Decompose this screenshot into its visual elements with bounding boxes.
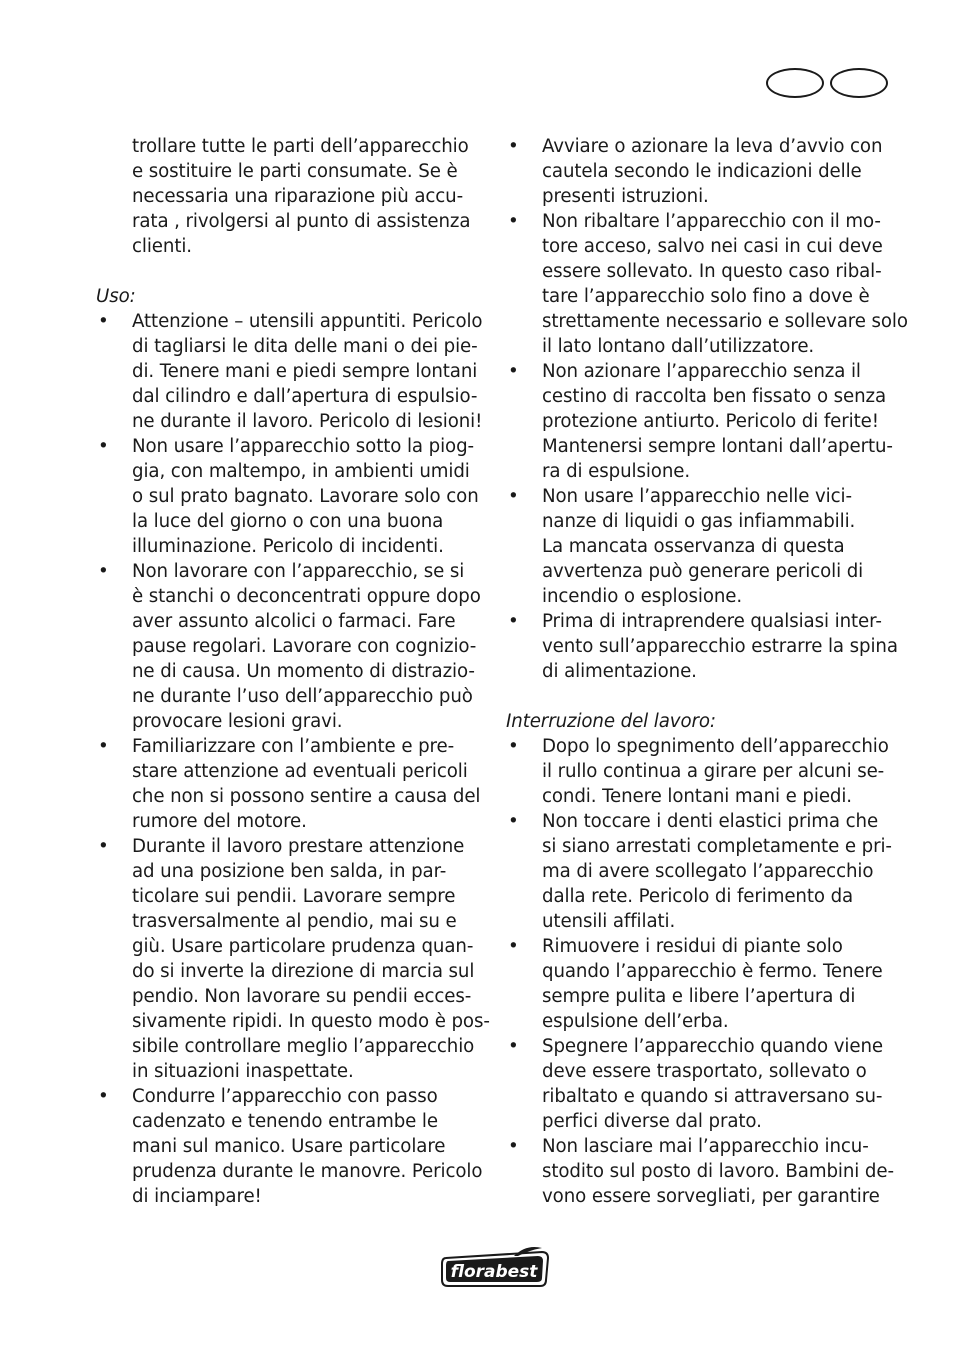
bullet-icon: • — [98, 311, 109, 332]
bullet-icon: • — [508, 361, 519, 382]
text-line: tare l’apparecchio solo fino a dove è — [542, 286, 870, 307]
bullet-icon: • — [508, 486, 519, 507]
list-item — [96, 1084, 488, 1209]
text-line: do si inverte la direzione di marcia sul — [132, 961, 475, 982]
text-line: Durante il lavoro prestare attenzione — [132, 836, 465, 857]
text-line: di. Tenere mani e piedi sempre lontani — [132, 361, 478, 382]
text-line: Rimuovere i residui di piante solo — [542, 936, 843, 957]
text-line: il lato lontano dall’utilizzatore. — [542, 336, 815, 357]
text-line: trollare tutte le parti dell’apparecchio — [132, 136, 469, 157]
text-line: espulsione dell’erba. — [542, 1011, 729, 1032]
bullet-list-interruzione — [506, 734, 898, 1209]
left-column — [96, 134, 488, 1209]
text-line: Non lasciare mai l’apparecchio incu- — [542, 1136, 869, 1157]
text-line: Spegnere l’apparecchio quando viene — [542, 1036, 883, 1057]
bullet-icon: • — [98, 436, 109, 457]
list-item — [506, 809, 898, 934]
bullet-icon: • — [98, 836, 109, 857]
text-line: Dopo lo spegnimento dell’apparecchio — [542, 736, 889, 757]
text-line: cestino di raccolta ben fissato o senza — [542, 386, 887, 407]
bullet-list-safety — [506, 134, 908, 684]
bullet-icon: • — [98, 561, 109, 582]
text-line: è stanchi o deconcentrati oppure dopo — [132, 586, 481, 607]
text-line: vento sull’apparecchio estrarre la spina — [542, 636, 898, 657]
list-item — [506, 484, 898, 609]
text-line: il rullo continua a girare per alcuni se- — [542, 761, 885, 782]
list-item — [96, 309, 488, 434]
list-item — [506, 734, 898, 809]
text-line: incendio o esplosione. — [542, 586, 743, 607]
text-line: Non lavorare con l’apparecchio, se si — [132, 561, 465, 582]
text-line: provocare lesioni gravi. — [132, 711, 343, 732]
text-line: di alimentazione. — [542, 661, 697, 682]
language-oval-2 — [830, 68, 888, 98]
text-line: quando l’apparecchio è fermo. Tenere — [542, 961, 883, 982]
text-line: essere sollevato. In questo caso ribal- — [542, 261, 882, 282]
bullet-icon: • — [98, 1086, 109, 1107]
text-line: in situazioni inaspettate. — [132, 1061, 354, 1082]
list-item — [506, 134, 898, 209]
text-line: pendio. Non lavorare su pendii ecces- — [132, 986, 472, 1007]
bullet-icon: • — [508, 736, 519, 757]
text-line: tore acceso, salvo nei casi in cui deve — [542, 236, 883, 257]
list-item — [96, 434, 488, 559]
text-line: stodito sul posto di lavoro. Bambini de- — [542, 1161, 894, 1182]
text-line: giù. Usare particolare prudenza quan- — [132, 936, 474, 957]
text-line: Non ribaltare l’apparecchio con il mo- — [542, 211, 881, 232]
text-line: strettamente necessario e sollevare solo — [542, 311, 908, 332]
list-item — [96, 734, 488, 834]
text-line: clienti. — [132, 236, 192, 257]
bullet-icon: • — [508, 136, 519, 157]
text-line: si siano arrestati completamente e pri- — [542, 836, 892, 857]
text-line: ad una posizione ben salda, in par- — [132, 861, 447, 882]
text-line: presenti istruzioni. — [542, 186, 709, 207]
text-line: Attenzione – utensili appuntiti. Pericolo — [132, 311, 483, 332]
intro-paragraph — [132, 134, 488, 259]
bullet-list-uso — [96, 309, 488, 1209]
text-line: Avviare o azionare la leva d’avvio con — [542, 136, 883, 157]
text-line: utensili affilati. — [542, 911, 676, 932]
text-line: rata , rivolgersi al punto di assistenza — [132, 211, 471, 232]
text-line: ma di avere scollegato l’apparecchio — [542, 861, 874, 882]
text-line: ribaltato e quando si attraversano su- — [542, 1086, 883, 1107]
text-line: Non toccare i denti elastici prima che — [542, 811, 879, 832]
text-line: vono essere sorvegliati, per garantire — [542, 1186, 880, 1207]
list-item — [506, 1134, 898, 1209]
text-line: ne di causa. Un momento di distrazio- — [132, 661, 475, 682]
bullet-icon: • — [508, 936, 519, 957]
bullet-icon: • — [98, 736, 109, 757]
list-item — [506, 609, 898, 684]
language-oval-1 — [766, 68, 824, 98]
right-column — [506, 134, 908, 1209]
text-line: perfici diverse dal prato. — [542, 1111, 762, 1132]
text-line: stare attenzione ad eventuali pericoli — [132, 761, 468, 782]
list-item — [96, 559, 488, 734]
florabest-logo — [438, 1244, 552, 1290]
text-line: trasversalmente al pendio, mai su e — [132, 911, 457, 932]
list-item — [506, 359, 898, 484]
text-line: Non azionare l’apparecchio senza il — [542, 361, 861, 382]
text-line: che non si possono sentire a causa del — [132, 786, 481, 807]
text-line: e sostituire le parti consumate. Se è — [132, 161, 458, 182]
text-line: La mancata osservanza di questa — [542, 536, 845, 557]
text-line: cautela secondo le indicazioni delle — [542, 161, 862, 182]
text-line: sivamente ripidi. In questo modo è pos- — [132, 1011, 490, 1032]
text-line: Mantenersi sempre lontani dall’apertu- — [542, 436, 893, 457]
section-heading-interruzione: Interruzione del lavoro: — [506, 711, 716, 732]
logo-wordmark: florabest — [450, 1262, 538, 1282]
text-line: aver assunto alcolici o farmaci. Fare — [132, 611, 456, 632]
bullet-icon: • — [508, 611, 519, 632]
text-line: sempre pulita e libere l’apertura di — [542, 986, 856, 1007]
text-line: Condurre l’apparecchio con passo — [132, 1086, 438, 1107]
list-item — [506, 209, 908, 359]
text-line: necessaria una riparazione più accu- — [132, 186, 464, 207]
text-line: dal cilindro e dall’apertura di espulsio- — [132, 386, 478, 407]
text-line: illuminazione. Pericolo di incidenti. — [132, 536, 444, 557]
text-line: ticolare sui pendii. Lavorare sempre — [132, 886, 456, 907]
text-line: di inciampare! — [132, 1186, 262, 1207]
bullet-icon: • — [508, 211, 519, 232]
text-line: Non usare l’apparecchio sotto la piog- — [132, 436, 474, 457]
text-line: o sul prato bagnato. Lavorare solo con — [132, 486, 479, 507]
text-line: rumore del motore. — [132, 811, 307, 832]
text-line: ra di espulsione. — [542, 461, 691, 482]
text-line: deve essere trasportato, sollevato o — [542, 1061, 867, 1082]
text-line: Non usare l’apparecchio nelle vici- — [542, 486, 852, 507]
text-line: gia, con maltempo, in ambienti umidi — [132, 461, 470, 482]
bullet-icon: • — [508, 811, 519, 832]
text-line: condi. Tenere lontani mani e piedi. — [542, 786, 852, 807]
text-line: sibile controllare meglio l’apparecchio — [132, 1036, 475, 1057]
text-line: prudenza durante le manovre. Pericolo — [132, 1161, 483, 1182]
text-line: ne durante il lavoro. Pericolo di lesioni! — [132, 411, 483, 432]
text-line: mani sul manico. Usare particolare — [132, 1136, 446, 1157]
text-line: la luce del giorno o con una buona — [132, 511, 444, 532]
text-line: pause regolari. Lavorare con cognizio- — [132, 636, 477, 657]
text-line: nanze di liquidi o gas infiammabili. — [542, 511, 856, 532]
text-line: Familiarizzare con l’ambiente e pre- — [132, 736, 455, 757]
list-item — [506, 1034, 898, 1134]
list-item — [96, 834, 488, 1084]
text-line: protezione antiurto. Pericolo di ferite! — [542, 411, 879, 432]
bullet-icon: • — [508, 1036, 519, 1057]
bullet-icon: • — [508, 1136, 519, 1157]
text-line: di tagliarsi le dita delle mani o dei pie- — [132, 336, 478, 357]
text-line: avvertenza può generare pericoli di — [542, 561, 864, 582]
section-heading-uso: Uso: — [96, 286, 136, 307]
language-indicator-ovals — [766, 68, 890, 100]
text-line: dalla rete. Pericolo di ferimento da — [542, 886, 854, 907]
text-line: Prima di intraprendere qualsiasi inter- — [542, 611, 882, 632]
text-line: cadenzato e tenendo entrambe le — [132, 1111, 438, 1132]
text-line: ne durante l’uso dell’apparecchio può — [132, 686, 473, 707]
list-item — [506, 934, 898, 1034]
